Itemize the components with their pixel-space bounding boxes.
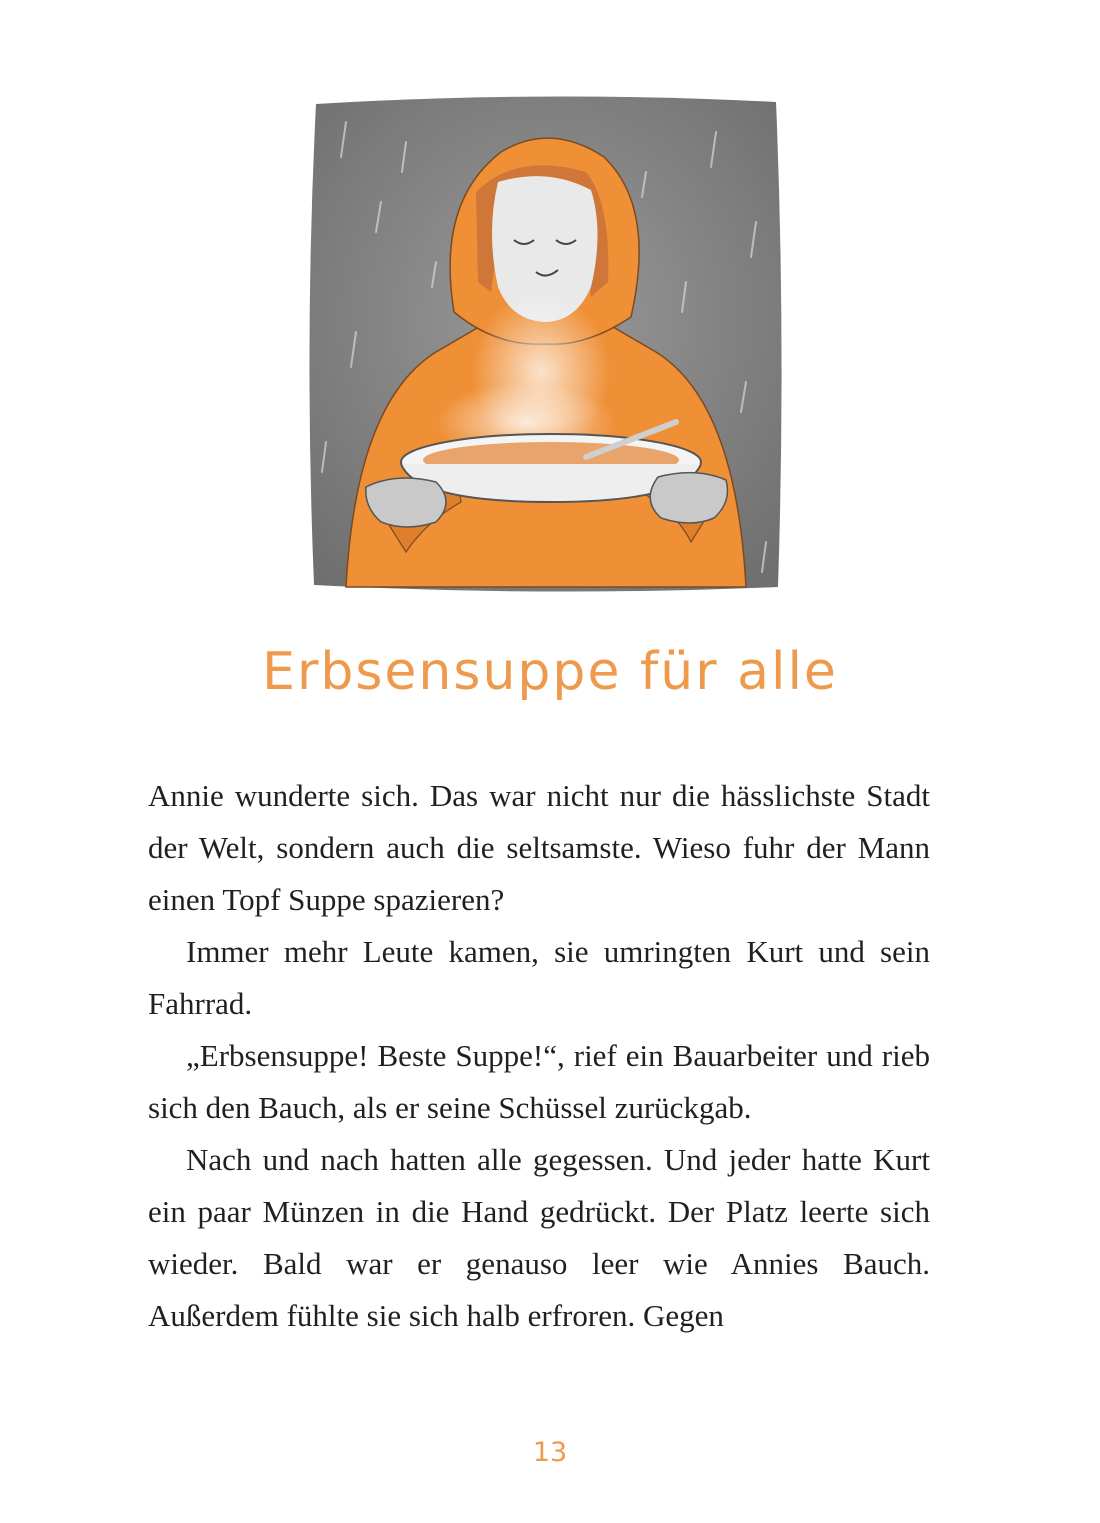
paragraph: Annie wunderte sich. Das war nicht nur die hässlichste Stadt der Welt, sondern auch die seltsamste. Wieso fuhr der Mann einen Topf Suppe spazieren? xyxy=(148,778,930,917)
story-text xyxy=(148,770,930,1342)
page-number: 13 xyxy=(532,1437,568,1468)
paragraph: „Erbsensuppe! Beste Suppe!“, rief ein Bauarbeiter und rieb sich den Bauch, als er seine Schüssel zurückgab. xyxy=(148,1038,930,1125)
paragraph: Immer mehr Leute kamen, sie umringten Kurt und sein Fahrrad. xyxy=(148,934,930,1021)
chapter-illustration xyxy=(286,82,806,607)
paragraph: Nach und nach hatten alle gegessen. Und jeder hatte Kurt ein paar Münzen in die Hand gedrückt. Der Platz leerte sich wieder. Bald war er genauso leer wie Annies Bauch. Außerdem fühlte sie sich halb erfroren. Gegen xyxy=(148,1142,930,1333)
chapter-title: Erbsensuppe für alle xyxy=(262,642,838,702)
